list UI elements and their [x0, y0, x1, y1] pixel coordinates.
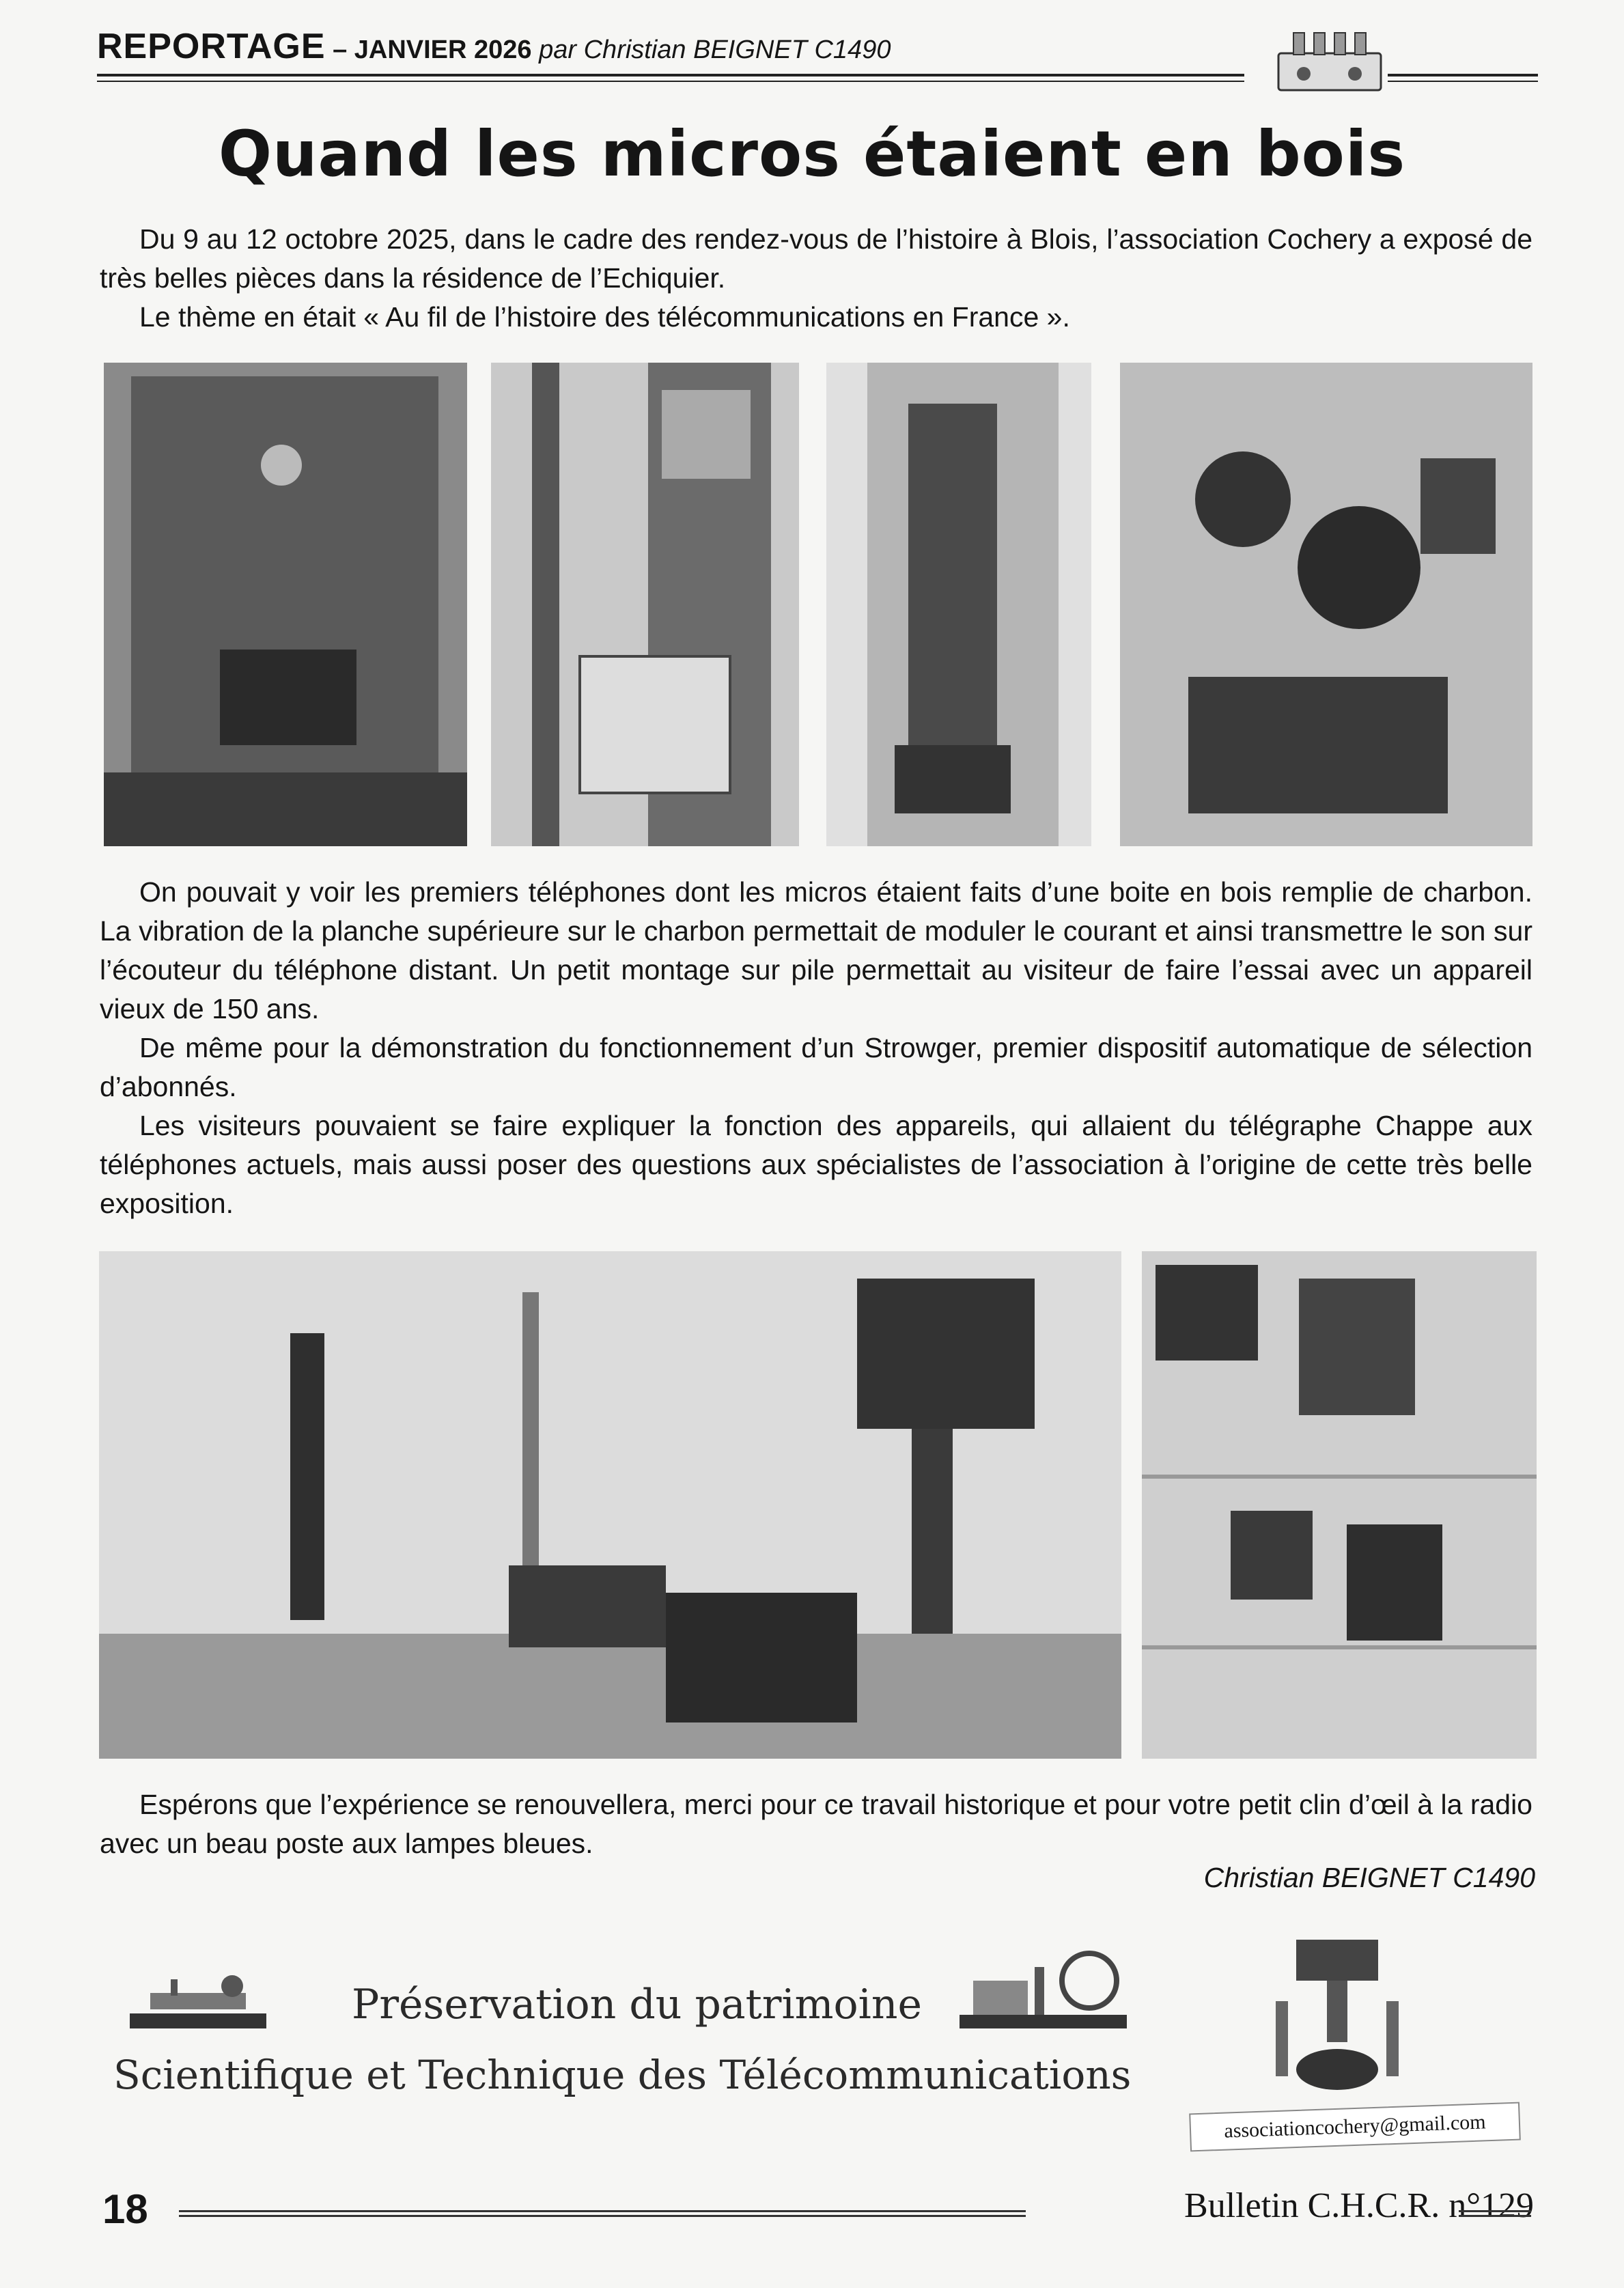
photo-wood-cabinet	[491, 363, 799, 846]
rubric-line	[97, 26, 891, 67]
byline: par Christian BEIGNET C1490	[531, 36, 891, 64]
article-title: Quand les micros étaient en bois	[218, 117, 1406, 191]
intro-text	[100, 220, 1532, 337]
body-paragraph-3: Les visiteurs pouvaient se faire expliquer la fonction des appareils, qui allaient du télégraphe Chappe aux téléphones actuels, mais aussi poser des questions aux spécialistes de l’association à l’origine de cette très belle exposition.	[100, 1110, 1532, 1219]
slogan-line-1: Préservation du patrimoine	[352, 1981, 922, 2028]
body-paragraph-2: De même pour la démonstration du fonctionnement d’un Strowger, premier dispositif automatique de sélection d’abonnés.	[100, 1032, 1532, 1102]
body-text	[100, 873, 1532, 1223]
signature: Christian BEIGNET C1490	[1203, 1862, 1535, 1893]
morse-telegraph-icon	[953, 1940, 1134, 2035]
footer-rule	[179, 2210, 1026, 2217]
slogan-line-2: Scientifique et Technique des Télécommunications	[113, 2052, 1132, 2098]
page-header	[97, 26, 1538, 87]
photo-telephone-showcase	[1120, 363, 1532, 846]
header-rule-right	[1388, 74, 1538, 82]
closing-text	[100, 1785, 1532, 1863]
issue-date: – JANVIER 2026	[325, 36, 532, 64]
photo-wall-telephone	[104, 363, 467, 846]
vintage-telephone-icon	[1262, 1933, 1412, 2101]
footer-rule-right	[1459, 2210, 1531, 2217]
association-email: associationcochery@gmail.com	[1189, 2102, 1521, 2152]
bulletin-name: Bulletin C.H.C.R. n°129	[1184, 2186, 1534, 2225]
intro-paragraph-2: Le thème en était « Au fil de l’histoire des télécommunications en France ».	[139, 301, 1070, 333]
closing-paragraph: Espérons que l’expérience se renouvellera, merci pour ce travail historique et pour votre petit clin d’œil à la radio avec un beau poste aux lampes bleues.	[100, 1789, 1532, 1859]
rubric-label: REPORTAGE	[97, 27, 326, 66]
photo-glass-vitrine	[1142, 1251, 1537, 1759]
body-paragraph-1: On pouvait y voir les premiers téléphones dont les micros étaient faits d’une boite en bois remplie de charbon. La vibration de la planche supérieure sur le charbon permettait de moduler le courant et ainsi transmettre le son sur l’écouteur du téléphone distant. Un petit montage sur pile permettait au visiteur de faire l’essai avec un appareil vieux de 150 ans.	[100, 876, 1532, 1024]
page-number: 18	[102, 2186, 148, 2232]
photo-strowger-selector	[826, 363, 1091, 846]
intro-paragraph-1: Du 9 au 12 octobre 2025, dans le cadre des rendez-vous de l’histoire à Blois, l’association Cochery a exposé de très belles pièces dans la résidence de l’Echiquier.	[100, 223, 1532, 294]
telegraph-key-icon	[123, 1959, 273, 2034]
photo-candlestick-telephones	[99, 1251, 1121, 1759]
header-rule	[97, 74, 1244, 82]
radio-set-icon	[1266, 26, 1393, 94]
